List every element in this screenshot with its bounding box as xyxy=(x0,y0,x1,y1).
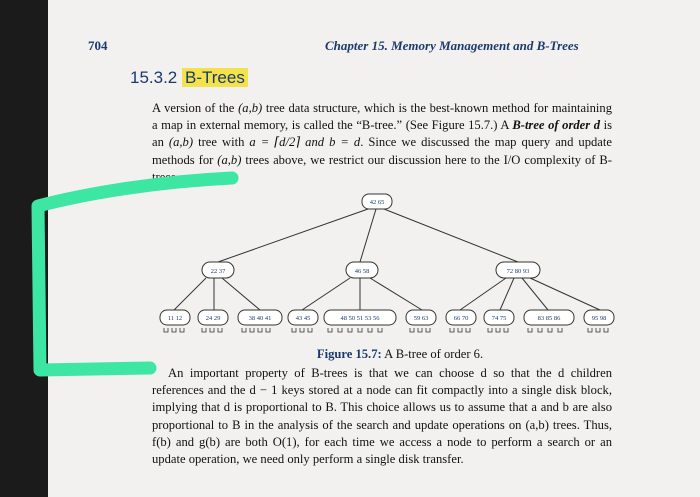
node-keys: 24 29 xyxy=(205,315,221,322)
text-run: tree data structure, which is the best-known method for maintaining a map in external memory, is called the “B-tree.” (See Figure 15.7.) A xyxy=(152,101,613,133)
text-run: tree with xyxy=(193,135,250,150)
definition-term: B-tree of order d xyxy=(512,118,601,133)
section-title-highlighted: B-Trees xyxy=(182,68,248,87)
node-keys: 95 98 xyxy=(591,315,607,322)
math-ab: (a,b) xyxy=(238,101,263,115)
node-keys: 74 75 xyxy=(491,315,507,322)
node-keys: 83 85 86 xyxy=(537,315,561,322)
node-keys: 46 58 xyxy=(354,268,370,275)
math-ab: (a,b) xyxy=(217,152,242,167)
node-keys: 42 65 xyxy=(369,199,385,206)
chapter-title: Chapter 15. Memory Management and B-Trees xyxy=(325,38,579,53)
node-keys: 72 80 93 xyxy=(506,268,530,275)
text-run: . Since we discussed the map query and update methods for xyxy=(152,135,612,167)
page-number: 704 xyxy=(88,38,108,53)
math-ab: (a,b) xyxy=(168,135,194,150)
text-run: A version of the xyxy=(152,101,239,115)
math-expression: a = ⌈d/2⌉ and b = d xyxy=(249,135,361,150)
figure-label: Figure 15.7: xyxy=(316,347,382,361)
node-keys: 48 50 51 53 56 xyxy=(340,315,380,322)
body-paragraph: An important property of B-trees is that we can choose d so that the d children references and the d − 1 keys stored at a node can fit compactly into a single disk block, implying that d is proportional to B. This choice allows us to assume that a and b are also proportional to B in the analysis of the search and update operations on (a,b) trees. Thus, f(b) and g(b) are both O(1), for each time we access a node to perform a search or an update operation, we need only perform a single disk transfer. xyxy=(152,366,612,467)
node-keys: 59 63 xyxy=(413,315,429,322)
text-run: is an xyxy=(152,118,612,150)
figure-caption-text: A B-tree of order 6. xyxy=(381,347,484,361)
node-keys: 38 40 41 xyxy=(248,315,272,322)
node-keys: 43 45 xyxy=(295,315,311,322)
text-run: trees above, we restrict our discussion here to the I/O complexity of B-trees. xyxy=(152,152,612,184)
node-keys: 11 12 xyxy=(167,315,183,322)
section-number: 15.3.2 xyxy=(130,68,178,87)
node-keys: 22 37 xyxy=(210,268,226,275)
node-keys: 66 70 xyxy=(453,315,469,322)
